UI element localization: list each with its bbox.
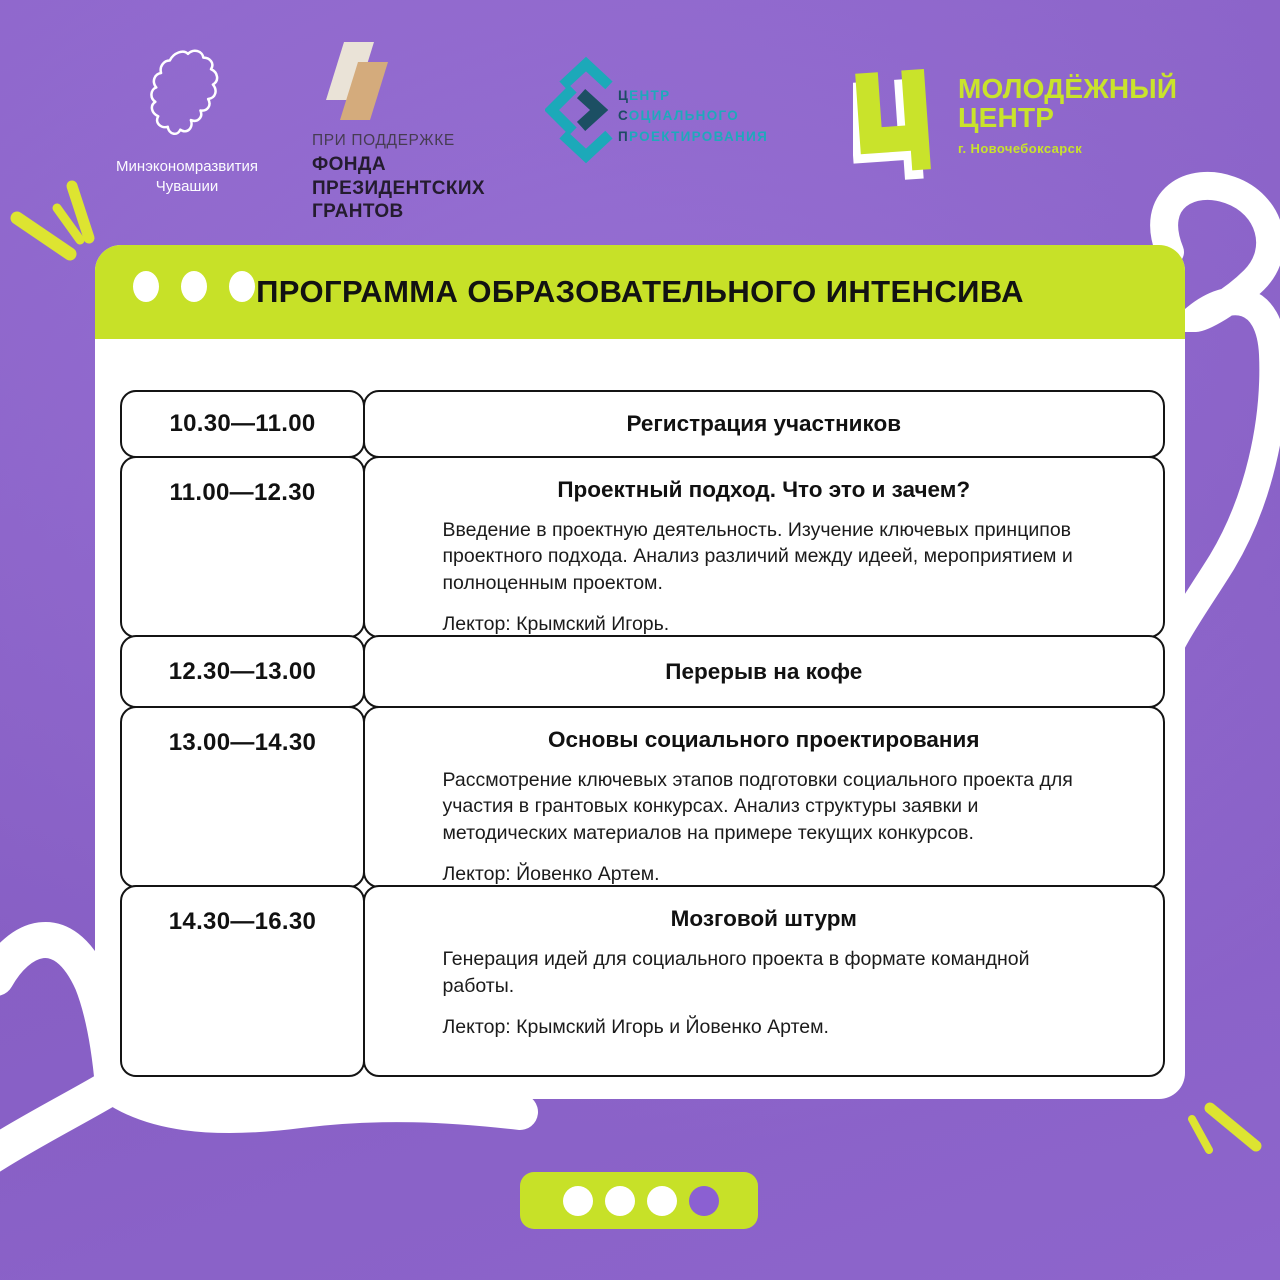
session-description: Рассмотрение ключевых этапов подготовки социального проекта для участия в грантовых конкурсах. Анализ структуры заявки и методических материалов на примере текущих конкурсов. xyxy=(442,768,1073,845)
time-cell: 10.30—11.00 xyxy=(120,390,365,458)
pagination-dot xyxy=(563,1186,593,1216)
schedule-row xyxy=(120,390,1165,458)
session-cell xyxy=(363,885,1166,1077)
youth-center-icon xyxy=(853,61,945,183)
logo-presidential-grants-fund xyxy=(312,40,542,224)
grants-fund-icon xyxy=(322,40,392,122)
youth-center-city-label: г. Новочебоксарск xyxy=(958,141,1083,157)
window-header xyxy=(95,245,1185,339)
session-cell xyxy=(363,635,1166,708)
fund-name-line2: ПРЕЗИДЕНТСКИХ xyxy=(312,177,485,199)
fund-name-line1: ФОНДА xyxy=(312,154,386,175)
ministry-label-line1: Минэкономразвития xyxy=(116,158,258,175)
chuvashia-map-icon xyxy=(139,45,235,151)
session-title: Проектный подход. Что это и зачем? xyxy=(557,476,971,502)
session-description: Генерация идей для социального проекта в формате командной работы. xyxy=(442,948,1030,997)
sparkle-stroke xyxy=(1192,1119,1209,1150)
csp-diamond-icon xyxy=(545,52,627,168)
session-cell xyxy=(363,706,1166,888)
pagination-bar xyxy=(520,1172,758,1229)
time-cell: 11.00—12.30 xyxy=(120,456,365,638)
session-title: Перерыв на кофе xyxy=(665,658,863,684)
logo-youth-center xyxy=(853,53,1183,188)
session-title: Основы социального проектирования xyxy=(548,726,980,752)
session-title: Регистрация участников xyxy=(626,411,902,436)
ministry-label-line2: Чувашии xyxy=(155,178,219,196)
schedule-row xyxy=(120,635,1165,708)
time-cell: 14.30—16.30 xyxy=(120,885,365,1077)
session-lecturer: Лектор: Крымский Игорь. xyxy=(442,612,670,635)
fund-support-label: ПРИ ПОДДЕРЖКЕ xyxy=(312,132,455,149)
schedule-row xyxy=(120,885,1165,1077)
pagination-dot xyxy=(647,1186,677,1216)
session-title: Мозговой штурм xyxy=(670,906,857,932)
session-lecturer: Лектор: Йовенко Артем. xyxy=(442,862,660,885)
youth-center-label-line1: МОЛОДЁЖНЫЙ xyxy=(958,73,1178,104)
schedule-table xyxy=(120,390,1165,1077)
session-cell xyxy=(363,456,1166,638)
page-title: ПРОГРАММА ОБРАЗОВАТЕЛЬНОГО ИНТЕНСИВА xyxy=(256,274,1024,309)
doodle-loop-bottom-left-tail xyxy=(0,1086,113,1158)
youth-center-label-line2: ЦЕНТР xyxy=(958,101,1055,133)
logo-social-projects-center xyxy=(545,52,875,182)
fund-name-line3: ГРАНТОВ xyxy=(312,201,404,223)
time-cell: 12.30—13.00 xyxy=(120,635,365,708)
time-cell: 13.00—14.30 xyxy=(120,706,365,888)
logo-ministry xyxy=(112,45,262,198)
csp-label-line3: ПРОЕКТИРОВАНИЯ xyxy=(618,128,769,144)
csp-label-line1: ЦЕНТР xyxy=(618,88,671,103)
partner-logos-row xyxy=(0,0,1280,230)
sparkle-strokes-bottom-right xyxy=(1180,1095,1280,1165)
program-window xyxy=(95,245,1185,1099)
session-lecturer: Лектор: Крымский Игорь и Йовенко Артем. xyxy=(442,1015,829,1038)
schedule-row xyxy=(120,456,1165,638)
session-cell xyxy=(363,390,1166,458)
schedule-row xyxy=(120,706,1165,888)
pagination-dot xyxy=(689,1186,719,1216)
pagination-dot xyxy=(605,1186,635,1216)
session-description: Введение в проектную деятельность. Изучение ключевых принципов проектного подхода. Анализ различий между идеей, мероприятием и полноценным проектом. xyxy=(442,518,1073,594)
csp-label-line2: СОЦИАЛЬНОГО xyxy=(618,108,740,124)
sparkle-stroke xyxy=(1210,1108,1256,1146)
